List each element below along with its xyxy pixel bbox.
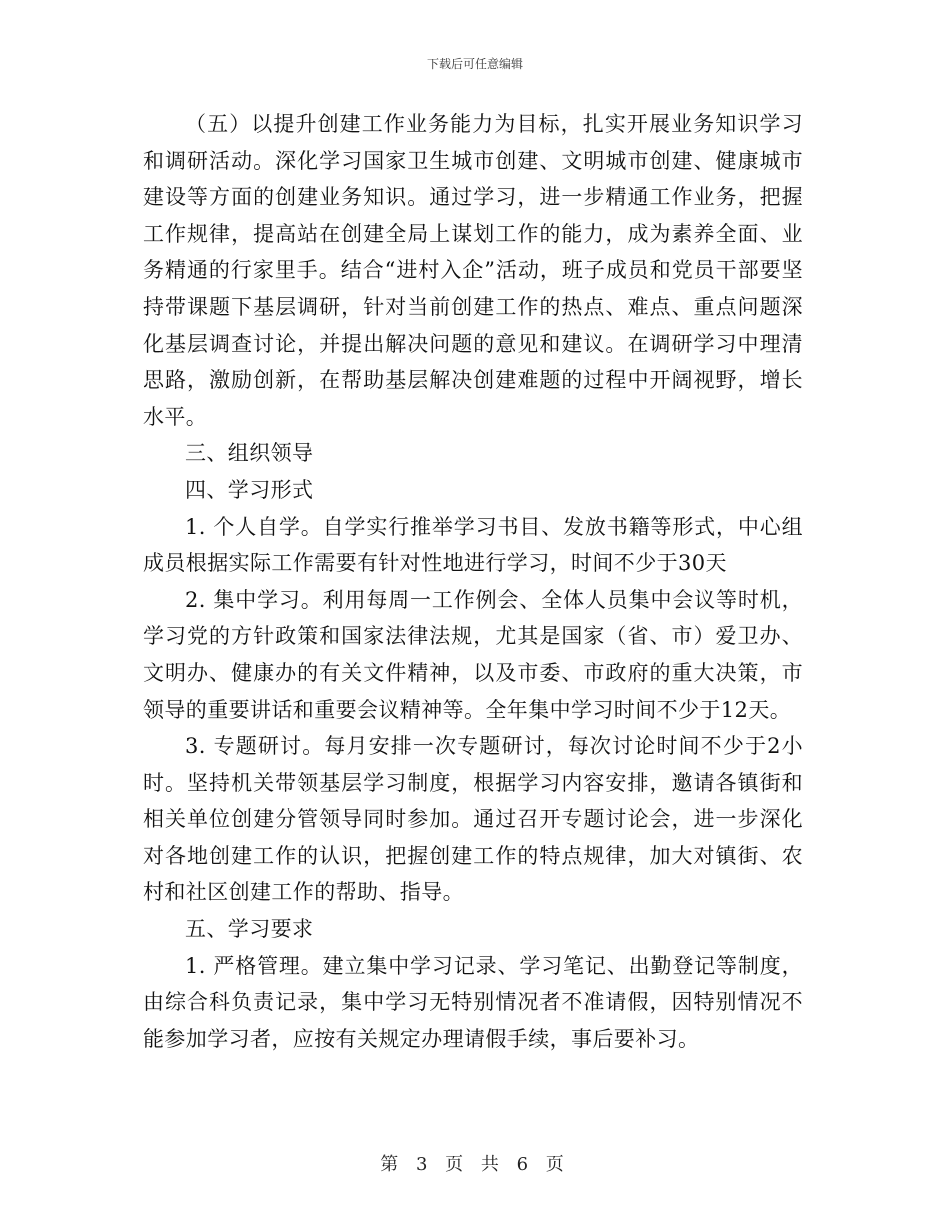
section-heading-requirements: 五、学习要求: [185, 917, 314, 942]
paragraph-five: （五）以提升创建工作业务能力为目标，扎实开展业务知识学习和调研活动。深化学习国家卫生城市创建、文明城市创建、健康城市建设等方面的创建业务知识。通过学习，进一步精通工作业务，把握工作规律，提高站在创建全局上谋划工作的能力，成为素养全面、业务精通的行家里手。结合“进村入企”活动，班子成员和党员干部要坚持带课题下基层调研，针对当前创建工作的热点、难点、重点问题深化基层调查讨论，并提出解决问题的意见和建议。在调研学习中理清思路，激励创新，在帮助基层解决创建难题的过程中开阔视野，增长水平。: [143, 112, 803, 429]
page-number: 第 3 页 共 6 页: [380, 1154, 570, 1175]
paragraph-topic-seminar: 3. 专题研讨。每月安排一次专题研讨，每次讨论时间不少于2小时。坚持机关带领基层学习制度，根据学习内容安排，邀请各镇街和相关单位创建分管领导同时参加。通过召开专题讨论会，进一步深化对各地创建工作的认识，把握创建工作的特点规律，加大对镇街、农村和社区创建工作的帮助、指导。: [143, 734, 803, 905]
document-body: [143, 106, 803, 1057]
paragraph-group-study: 2. 集中学习。利用每周一工作例会、全体人员集中会议等时机，学习党的方针政策和国家法律法规，尤其是国家（省、市）爱卫办、文明办、健康办的有关文件精神，以及市委、市政府的重大决策，市领导的重要讲话和重要会议精神等。全年集中学习时间不少于12天。: [143, 587, 803, 722]
page-header: 下载后可任意编辑: [426, 57, 523, 71]
paragraph-strict-management: 1. 严格管理。建立集中学习记录、学习笔记、出勤登记等制度，由综合科负责记录，集中学习无特别情况者不准请假，因特别情况不能参加学习者，应按有关规定办理请假手续，事后要补习。: [143, 953, 803, 1051]
section-heading-organization: 三、组织领导: [185, 441, 314, 466]
section-heading-study-forms: 四、学习形式: [185, 477, 314, 502]
paragraph-self-study: 1. 个人自学。自学实行推举学习书目、发放书籍等形式，中心组成员根据实际工作需要有针对性地进行学习，时间不少于30天: [143, 514, 803, 576]
